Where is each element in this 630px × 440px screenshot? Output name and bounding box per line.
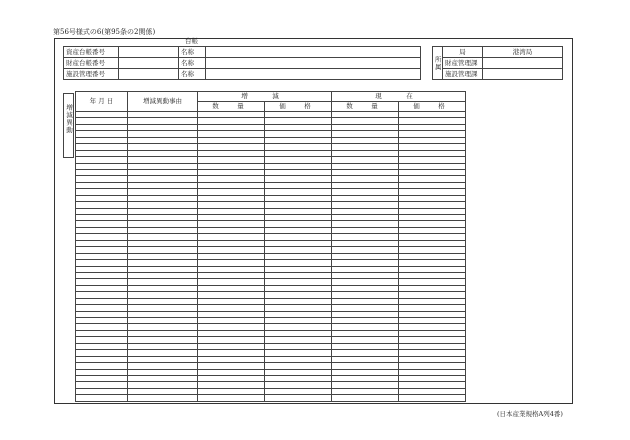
department-row (433, 47, 563, 58)
division-field[interactable] (483, 69, 563, 80)
current-price-cell[interactable] (399, 395, 466, 401)
table-header-row (76, 92, 466, 102)
division-label: 施設管理課 (443, 69, 483, 80)
bureau-label: 局 (443, 47, 483, 58)
department-row (433, 69, 563, 80)
ledger-row-label: 財産台帳番号 (64, 58, 119, 69)
division-field[interactable] (483, 58, 563, 69)
ledger-row (64, 69, 421, 80)
current-quantity-cell[interactable] (332, 395, 399, 401)
ledger-row (64, 47, 421, 58)
facility-number-field[interactable] (119, 69, 179, 80)
change-history-table (75, 91, 466, 402)
ledger-heading: 台帳 (185, 37, 198, 45)
ledger-name-label: 名称 (179, 69, 206, 80)
department-vertical-label: 所属 (433, 47, 443, 80)
current-quantity-header: 数 量 (332, 102, 399, 112)
change-quantity-cell[interactable] (198, 395, 265, 401)
department-row (433, 58, 563, 69)
current-column-header: 現 在 (332, 92, 466, 102)
current-price-header: 価 格 (399, 102, 466, 112)
asset-name-field[interactable] (206, 47, 421, 58)
reason-column-header: 増減異動事由 (128, 92, 198, 112)
facility-name-field[interactable] (206, 69, 421, 80)
ledger-row (64, 58, 421, 69)
date-cell[interactable] (76, 395, 128, 401)
ledger-name-label: 名称 (179, 58, 206, 69)
change-section-label: 増減異動 (65, 104, 73, 134)
change-column-header: 増 減 (198, 92, 332, 102)
table-body (76, 112, 466, 402)
ledger-row-label: 資産台帳番号 (64, 47, 119, 58)
division-label: 財産管理課 (443, 58, 483, 69)
footer-note: (日本産業規格A列4番) (497, 410, 563, 418)
form-caption: 第56号様式の6(第95条の2関係) (53, 28, 156, 36)
change-quantity-header: 数 量 (198, 102, 265, 112)
ledger-row-label: 施設管理番号 (64, 69, 119, 80)
change-section-label-box (63, 93, 74, 158)
change-price-cell[interactable] (265, 395, 332, 401)
department-table (432, 46, 563, 80)
date-column-header: 年 月 日 (76, 92, 128, 112)
change-price-header: 価 格 (265, 102, 332, 112)
property-name-field[interactable] (206, 58, 421, 69)
ledger-name-label: 名称 (179, 47, 206, 58)
ledger-table (63, 46, 421, 80)
reason-cell[interactable] (128, 395, 198, 401)
asset-number-field[interactable] (119, 47, 179, 58)
table-row (76, 395, 466, 401)
bureau-value: 港湾局 (483, 47, 563, 58)
property-number-field[interactable] (119, 58, 179, 69)
